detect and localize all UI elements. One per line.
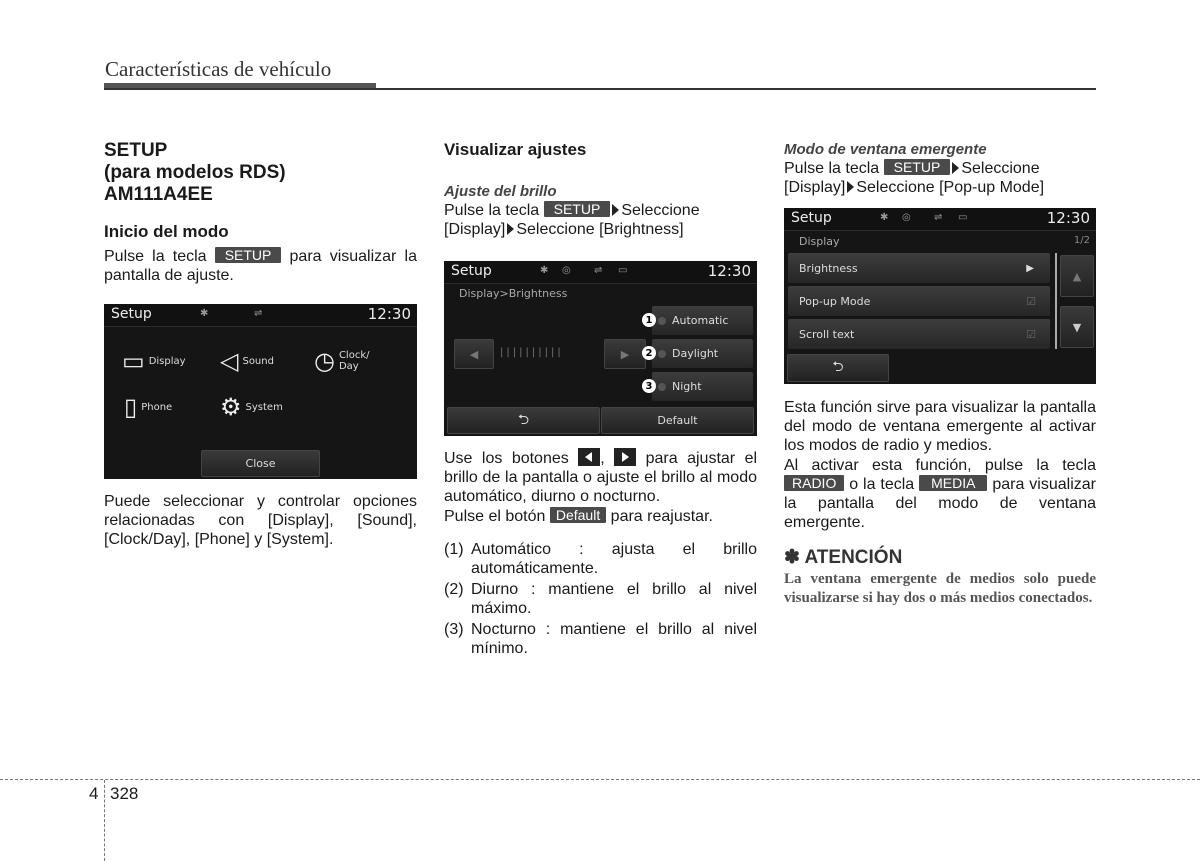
column-1 (104, 140, 417, 285)
section-number: 4 (89, 784, 99, 803)
header-rule (104, 88, 1096, 90)
default-key: Default (550, 507, 606, 523)
back-arrow-icon: ⮌ (517, 411, 530, 428)
bluetooth-icon: ✱ (880, 212, 889, 223)
speaker-icon: ◁ (220, 347, 239, 375)
clock: 12:30 (1046, 209, 1090, 227)
section-title: Visualizar ajustes (444, 140, 587, 159)
text: Seleccione (961, 160, 1040, 177)
title-line-2: (para modelos RDS) (104, 162, 286, 183)
column-2-lower (444, 448, 757, 658)
text: Pulse la tecla (444, 202, 540, 219)
row-label: Scroll text (799, 327, 855, 341)
subtitle-mode-start: Inicio del modo (104, 222, 229, 241)
brightness-slider: |||||||||| (500, 347, 564, 358)
menu-label: Sound (242, 355, 274, 367)
callout-2: 2 (642, 346, 656, 360)
page-number: 328 (110, 784, 139, 803)
list-text: Nocturno : mantiene el brillo al nivel mínimo. (471, 621, 757, 657)
brightness-modes-list (444, 540, 757, 658)
folder-gear-icon: ⚙ (220, 393, 242, 421)
subtitle-popup: Modo de ventana emergente (784, 141, 987, 158)
radio-icon (658, 383, 666, 391)
signal-icon: ◎ (902, 212, 911, 223)
bluetooth-icon: ✱ (540, 265, 549, 276)
paragraph-popup-desc: Esta función sirve para visualizar la pantalla del modo de ventana emergente al activar los modos de radio y medios. (784, 399, 1096, 454)
checkbox-icon: ☑ (1026, 327, 1036, 341)
status-bar (784, 208, 1096, 231)
callout-3: 3 (642, 379, 656, 393)
text: para reajustar. (610, 508, 713, 525)
phone-icon: ▯ (124, 393, 138, 421)
title-line-1: SETUP (104, 140, 168, 161)
text: Pulse la tecla (104, 248, 207, 265)
default-button: Default (601, 407, 754, 434)
display-icon: ▭ (122, 347, 145, 375)
radio-key: RADIO (784, 475, 844, 491)
usb-icon: ⇌ (254, 308, 263, 319)
attention-text: La ventana emergente de medios solo puede visualizarse si hay dos o más medios conectados. (784, 571, 1096, 606)
text: [Display] (784, 179, 846, 196)
left-arrow-key-icon (578, 448, 600, 466)
status-bar (104, 304, 417, 327)
sound-menu-item (220, 348, 274, 374)
option-night (652, 372, 753, 401)
section-title (104, 140, 417, 206)
usb-icon: ⇌ (934, 212, 943, 223)
system-menu-item (220, 394, 283, 420)
clock: 12:30 (707, 262, 751, 280)
breadcrumb: Display (799, 235, 840, 248)
text: Pulse el botón (444, 508, 546, 525)
column-3-lower (784, 398, 1096, 608)
screen-title: Setup (451, 263, 492, 279)
text: para ajustar el brillo de la pantalla o ajuste el brillo al modo automático, diurno o nocturno. (444, 450, 758, 505)
breadcrumb: Display>Brightness (459, 287, 568, 300)
text: Seleccione [Brightness] (516, 221, 684, 238)
footer-rule (0, 779, 1200, 780)
row-label: Pop-up Mode (799, 294, 871, 308)
row-label: Brightness (799, 261, 858, 275)
text: , (600, 450, 605, 467)
popup-screen-image (784, 208, 1096, 384)
option-label: Daylight (672, 347, 719, 360)
menu-label: Display (148, 355, 186, 367)
option-label: Automatic (672, 314, 729, 327)
brightness-down-button: ◀ (454, 339, 494, 369)
subtitle-brightness: Ajuste del brillo (444, 183, 557, 200)
scroll-up-button: ▲ (1060, 255, 1094, 297)
brightness-up-button: ▶ (604, 339, 646, 369)
media-key: MEDIA (919, 475, 987, 491)
right-arrow-key-icon (614, 448, 636, 466)
screen-title: Setup (111, 306, 152, 322)
clock-icon: ◷ (314, 347, 335, 375)
text: para visualizar la pantalla de ajuste. (104, 248, 417, 284)
text: Use los botones (444, 450, 569, 467)
back-button (447, 407, 600, 434)
paragraph-popup-activate (784, 456, 1096, 532)
option-label: Night (672, 380, 702, 393)
arrow-right-icon (612, 204, 619, 216)
menu-label: Clock/ (338, 350, 370, 361)
paragraph-brightness (444, 201, 757, 239)
arrow-right-icon (847, 181, 854, 193)
arrow-right-icon (952, 162, 959, 174)
scrollbar (1055, 253, 1057, 349)
setup-key: SETUP (544, 201, 611, 217)
radio-icon (658, 317, 666, 325)
display-menu-item (122, 348, 186, 374)
back-arrow-icon: ⮌ (832, 359, 844, 375)
text: Seleccione [Pop-up Mode] (856, 179, 1045, 196)
setup-key: SETUP (884, 159, 951, 175)
menu-label: Day (338, 361, 359, 372)
paragraph-popup-select (784, 159, 1096, 197)
battery-icon: ▭ (618, 265, 628, 276)
footer-divider (104, 780, 105, 861)
option-automatic (652, 306, 753, 335)
list-text: Automático : ajusta el brillo automáticamente. (471, 541, 757, 577)
option-daylight (652, 339, 753, 368)
row-popup-mode (788, 286, 1050, 316)
bluetooth-icon: ✱ (200, 308, 209, 319)
text: para visualizar la pantalla del modo de ventana emergente. (784, 476, 1096, 531)
text: [Display] (444, 221, 506, 238)
text: Seleccione (621, 202, 700, 219)
list-text: Diurno : mantiene el brillo al nivel máximo. (471, 581, 757, 617)
attention-title: ✽ ATENCIÓN (784, 547, 903, 568)
column-3 (784, 140, 1096, 197)
page-indicator: 1/2 (1073, 235, 1090, 246)
play-arrow-icon: ▶ (1026, 262, 1034, 274)
scroll-down-button: ▼ (1060, 306, 1094, 348)
paragraph-options: Puede seleccionar y controlar opciones relacionadas con [Display], [Sound], [Clock/Day], [Phone] y [System]. (104, 493, 417, 548)
callout-1: 1 (642, 313, 656, 327)
screen-title: Setup (791, 210, 832, 226)
signal-icon: ◎ (562, 265, 571, 276)
header-title: Características de vehículo (105, 57, 332, 81)
menu-label: System (245, 401, 283, 413)
close-button: Close (201, 450, 320, 477)
text: Pulse la tecla (784, 160, 880, 177)
list-item (444, 620, 757, 658)
setup-screen-image (104, 304, 417, 479)
usb-icon: ⇌ (594, 265, 603, 276)
back-button (787, 354, 889, 382)
column-2 (444, 140, 757, 239)
phone-menu-item (124, 394, 172, 420)
text: o la tecla (849, 476, 915, 493)
list-number: (3) (444, 621, 464, 638)
row-scroll-text (788, 319, 1050, 349)
text: Al activar esta función, pulse la tecla (784, 457, 1096, 474)
menu-label: Phone (141, 401, 173, 413)
list-number: (2) (444, 581, 464, 598)
checkbox-icon: ☑ (1026, 294, 1036, 308)
battery-icon: ▭ (958, 212, 968, 223)
list-item (444, 580, 757, 618)
paragraph-buttons (444, 448, 757, 506)
brightness-screen-image (444, 261, 757, 436)
clock-menu-item (314, 348, 370, 374)
list-item (444, 540, 757, 578)
status-bar (444, 261, 757, 284)
list-number: (1) (444, 541, 464, 558)
setup-key: SETUP (215, 247, 282, 263)
row-brightness (788, 253, 1050, 283)
title-code: AM111A4EE (104, 184, 213, 205)
clock: 12:30 (367, 305, 411, 323)
paragraph-default (444, 507, 757, 526)
arrow-right-icon (507, 223, 514, 235)
radio-icon (658, 350, 666, 358)
paragraph-intro (104, 247, 417, 285)
